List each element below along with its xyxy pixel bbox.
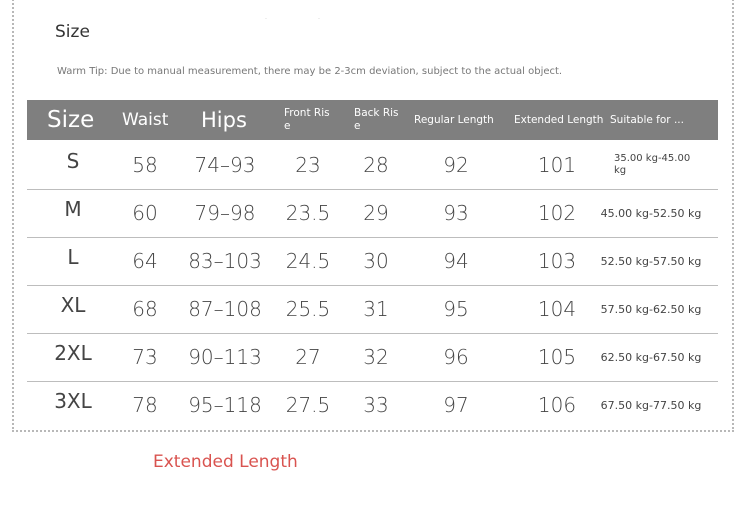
cell-size: 3XL	[54, 389, 92, 413]
table-row	[27, 189, 718, 238]
cell-hips: 87–108	[188, 297, 262, 321]
cell-back-rise: 28	[363, 153, 389, 177]
header-hips: Hips	[201, 108, 247, 132]
cell-suitable-for: 52.50 kg-57.50 kg	[600, 254, 702, 268]
header-regular-length: Regular Length	[414, 114, 494, 126]
cell-extended-length: 101	[537, 153, 577, 177]
cell-hips: 83–103	[188, 249, 262, 273]
cell-back-rise: 32	[363, 345, 389, 369]
cell-front-rise: 23	[295, 153, 321, 177]
cell-suitable-for: 67.50 kg-77.50 kg	[600, 398, 702, 412]
warm-tip-text: Warm Tip: Due to manual measurement, there may be 2-3cm deviation, subject to the actual object.	[57, 66, 563, 77]
cell-size: XL	[60, 293, 86, 317]
cell-front-rise: 25.5	[285, 297, 331, 321]
cell-extended-length: 102	[537, 201, 577, 225]
cell-extended-length: 106	[537, 393, 577, 417]
cell-extended-length: 104	[537, 297, 577, 321]
cell-waist: 64	[132, 249, 158, 273]
cell-back-rise: 33	[363, 393, 389, 417]
cell-front-rise: 27.5	[285, 393, 331, 417]
cell-regular-length: 96	[443, 345, 469, 369]
cell-extended-length: 105	[537, 345, 577, 369]
cell-size: 2XL	[54, 341, 92, 365]
cell-hips: 95–118	[188, 393, 262, 417]
cell-regular-length: 92	[443, 153, 469, 177]
table-row	[27, 285, 718, 334]
cell-suitable-for: 45.00 kg-52.50 kg	[600, 206, 702, 220]
cell-hips: 79–98	[194, 201, 256, 225]
cell-regular-length: 97	[443, 393, 469, 417]
decorative-dot: ·	[265, 16, 267, 22]
table-row	[27, 237, 718, 286]
cell-front-rise: 23.5	[285, 201, 331, 225]
section-title: Size	[55, 22, 90, 42]
cell-suitable-for: 35.00 kg-45.00 kg	[614, 153, 691, 176]
cell-front-rise: 24.5	[285, 249, 331, 273]
header-size: Size	[47, 107, 95, 133]
cell-front-rise: 27	[295, 345, 321, 369]
cell-back-rise: 30	[363, 249, 389, 273]
extended-length-label: Extended Length	[153, 452, 298, 472]
cell-size: L	[67, 245, 79, 269]
cell-waist: 68	[132, 297, 158, 321]
cell-back-rise: 29	[363, 201, 389, 225]
cell-suitable-for: 62.50 kg-67.50 kg	[600, 350, 702, 364]
cell-regular-length: 94	[443, 249, 469, 273]
header-waist: Waist	[122, 110, 169, 130]
cell-waist: 60	[132, 201, 158, 225]
cell-waist: 78	[132, 393, 158, 417]
table-row	[27, 381, 718, 429]
cell-hips: 74–93	[194, 153, 256, 177]
header-front-rise: Front Rise	[284, 107, 330, 132]
header-suitable-for: Suitable for ...	[610, 114, 684, 126]
cell-waist: 73	[132, 345, 158, 369]
cell-waist: 58	[132, 153, 158, 177]
table-row	[27, 333, 718, 382]
cell-regular-length: 95	[443, 297, 469, 321]
cell-suitable-for: 57.50 kg-62.50 kg	[600, 302, 702, 316]
table-header	[27, 100, 718, 140]
header-extended-length: Extended Length	[514, 114, 604, 126]
cell-size: S	[66, 149, 80, 173]
header-back-rise: Back Rise	[354, 107, 399, 132]
cell-size: M	[64, 197, 82, 221]
table-row	[27, 141, 718, 190]
cell-hips: 90–113	[188, 345, 262, 369]
decorative-dot: ·	[318, 16, 320, 22]
cell-back-rise: 31	[363, 297, 389, 321]
cell-extended-length: 103	[537, 249, 577, 273]
cell-regular-length: 93	[443, 201, 469, 225]
